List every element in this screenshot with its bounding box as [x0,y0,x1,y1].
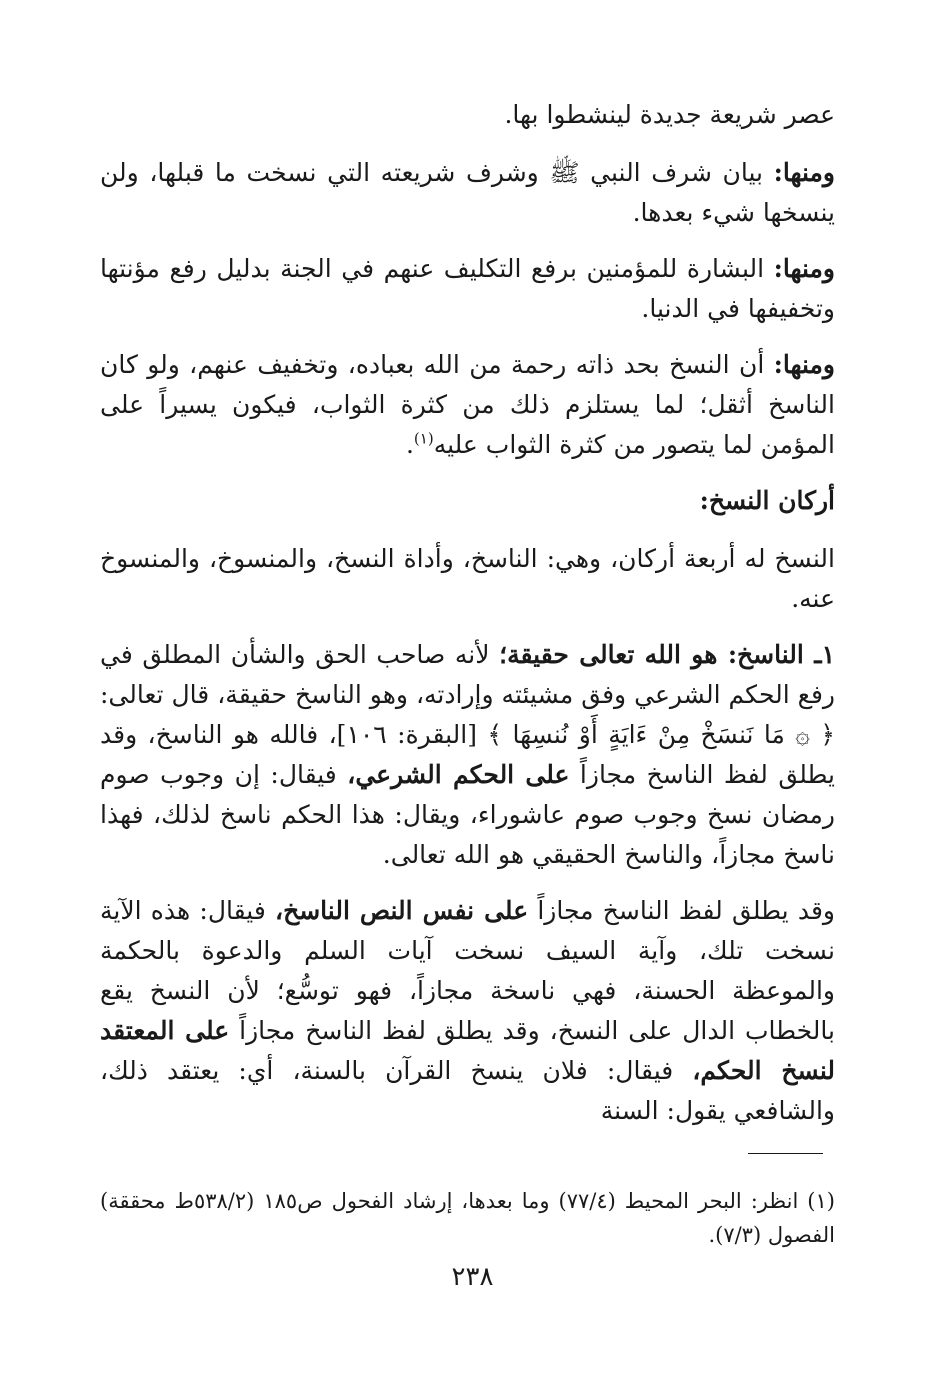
paragraph-7-bold-2: على المعتقد لنسخ الحكم، [100,1016,835,1085]
footnote: (١) انظر: البحر المحيط (٧٧/٤) وما بعدها، إرشاد الفحول ص١٨٥ (٥٣٨/٢ط محققة) الفصول (٧/٣). [100,1189,835,1247]
paragraph-6-text-2: [البقرة: ١٠٦]، فالله هو الناسخ، وقد يطلق لفظ الناسخ مجازاً [100,720,835,789]
footnote-reference: (١) [413,429,434,448]
paragraph-4-text: أن النسخ بحد ذاته رحمة من الله بعباده، وتخفيف عنهم، ولو كان الناسخ أثقل؛ لما يستلزم ذلك من كثرة الثواب، فيكون يسيراً على المؤمن لما يتصور من كثرة الثواب عليه [100,350,835,459]
section-heading: أركان النسخ: [699,486,835,515]
paragraph-6-lead: ١ـ الناسخ: [727,640,836,669]
page-body [100,95,835,1252]
paragraph-6-text-3: فيقال: إن وجوب صوم رمضان نسخ وجوب صوم عاشوراء، ويقال: هذا الحكم ناسخ لذلك، فهذا ناسخ مجازاً، والناسخ الحقيقي هو الله تعالى. [100,760,835,869]
paragraph-1-text: عصر شريعة جديدة لينشطوا بها. [504,100,835,129]
paragraph-2-lead: ومنها: [773,158,835,187]
paragraph-6-text-1: لأنه صاحب الحق والشأن المطلق في رفع الحكم الشرعي وفق مشيئته وإرادته، وهو الناسخ حقيقة، قال تعالى: [100,640,835,709]
page-number: ٢٣٨ [451,1262,494,1292]
paragraph-7-text-3: فيقال: فلان ينسخ القرآن بالسنة، أي: يعتقد ذلك، والشافعي يقول: السنة [100,1056,835,1125]
paragraph-7-bold-1: على نفس النص الناسخ، [275,896,529,925]
paragraph-1 [100,95,835,135]
paragraph-7-text-2: فيقال: هذه الآية نسخت تلك، وآية السيف نسخت آيات السلم والدعوة بالحكمة والموعظة الحسنة، فهي ناسخة مجازاً، فهو توسُّع؛ لأن النسخ يقع بالخطاب الدال على النسخ، وقد يطلق لفظ الناسخ مجازاً [100,896,835,1045]
paragraph-5 [100,539,835,619]
paragraph-2 [100,153,835,233]
quran-verse: ﴿ ۞ مَا نَنسَخْ مِنْ ءَايَةٍ أَوْ نُنسِهَا ﴾ [487,720,835,749]
paragraph-4-lead: ومنها: [773,350,835,379]
paragraph-4-end: . [405,430,414,459]
paragraph-6-bold-1: هو الله تعالى حقيقة؛ [499,640,728,669]
paragraph-3-text: البشارة للمؤمنين برفع التكليف عنهم في الجنة بدليل رفع مؤنتها وتخفيفها في الدنيا. [100,254,835,323]
paragraph-4 [100,345,835,465]
paragraph-7-text-1: وقد يطلق لفظ الناسخ مجازاً [528,896,835,925]
paragraph-6-bold-2: على الحكم الشرعي، [347,760,570,789]
paragraph-3 [100,249,835,329]
paragraph-2-text: بيان شرف النبي ﷺ وشرف شريعته التي نسخت ما قبلها، ولن ينسخها شيء بعدها. [100,158,835,227]
paragraph-6 [100,635,835,875]
paragraph-5-text: النسخ له أربعة أركان، وهي: الناسخ، وأداة النسخ، والمنسوخ، والمنسوخ عنه. [100,544,835,613]
footnote-separator [748,1153,823,1154]
paragraph-3-lead: ومنها: [773,254,835,283]
paragraph-7 [100,891,835,1131]
